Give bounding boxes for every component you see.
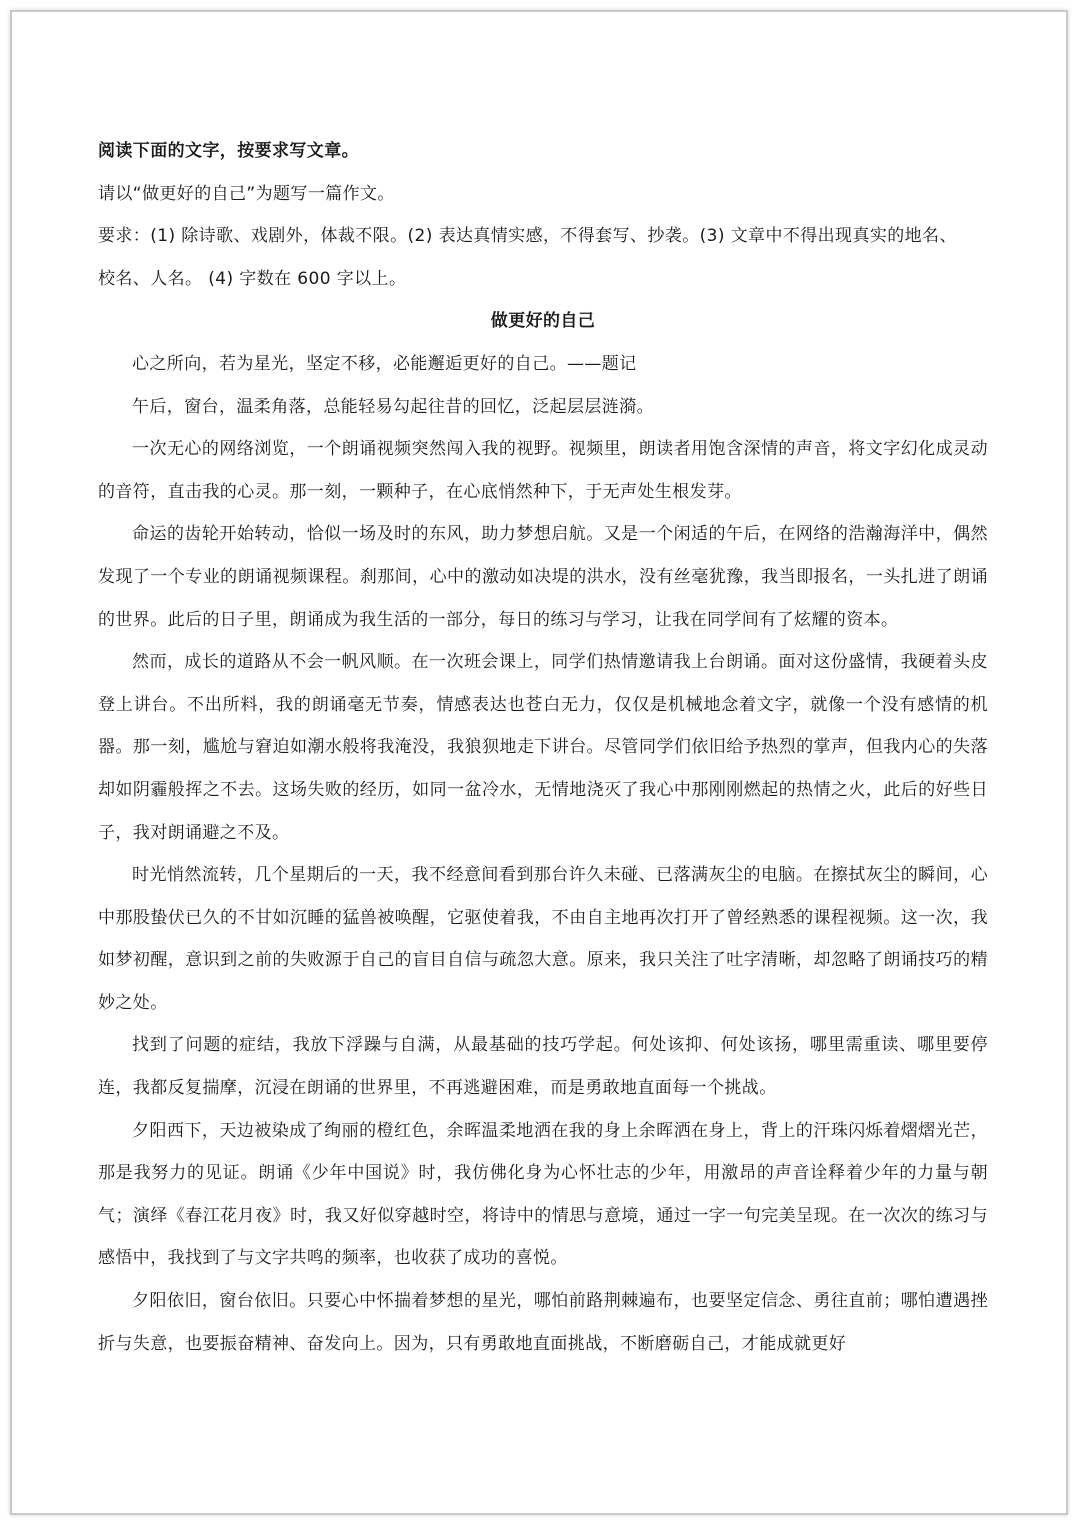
essay-paragraph-7: 夕阳西下，天边被染成了绚丽的橙红色，余晖温柔地洒在我的身上余晖洒在身上，背上的汗珠闪烁着熠熠光芒，那是我努力的见证。朗诵《少年中国说》时，我仿佛化身为心怀壮志的少年，用激昂的声音诠释着少年的力量与朝气；演绎《春江花月夜》时，我又好似穿越时空，将诗中的情思与意境，通过一字一句完美呈现。在一次次的练习与感悟中，我找到了与文字共鸣的频率，也收获了成功的喜悦。 <box>98 1120 988 1269</box>
essay-paragraph-8: 夕阳依旧，窗台依旧。只要心中怀揣着梦想的星光，哪怕前路荆棘遍布，也要坚定信念、勇往直前；哪怕遭遇挫折与失意，也要振奋精神、奋发向上。因为，只有勇敢地直面挑战，不断磨砺自己，才能成就更好 <box>98 1291 988 1354</box>
instruction-heading: 阅读下面的文字，按要求写文章。 <box>98 141 359 161</box>
essay-paragraph-6: 找到了问题的症结，我放下浮躁与自满，从最基础的技巧学起。何处该抑、何处该扬，哪里需重读、哪里要停连，我都反复揣摩，沉浸在朗诵的世界里，不再逃避困难，而是勇敢地直面每一个挑战。 <box>98 1035 988 1099</box>
essay-paragraph-4: 然而，成长的道路从不会一帆风顺。在一次班会课上，同学们热情邀请我上台朗诵。面对这份盛情，我硬着头皮登上讲台。不出所料，我的朗诵毫无节奏，情感表达也苍白无力，仅仅是机械地念着文字，就像一个没有感情的机器。那一刻，尴尬与窘迫如潮水般将我淹没，我狼狈地走下讲台。尽管同学们依旧给予热烈的掌声，但我内心的失落却如阴霾般挥之不去。这场失败的经历，如同一盆冷水，无情地浇灭了我心中那刚刚燃起的热情之火，此后的好些日子，我对朗诵避之不及。 <box>98 652 988 843</box>
essay-title: 做更好的自己 <box>490 311 596 332</box>
essay-paragraph-1: 午后，窗台，温柔角落，总能轻易勾起往昔的回忆，泛起层层涟漪。 <box>132 396 654 417</box>
essay-paragraph-5: 时光悄然流转，几个星期后的一天，我不经意间看到那台许久未碰、已落满灰尘的电脑。在擦拭灰尘的瞬间，心中那股蛰伏已久的不甘如沉睡的猛兽被唤醒，它驱使着我，不由自主地再次打开了曾经熟悉的课程视频。这一次，我如梦初醒，意识到之前的失败源于自己的盲目自信与疏忽大意。原来，我只关注了吐字清晰，却忽略了朗诵技巧的精妙之处。 <box>98 865 988 1013</box>
instruction-requirements-line-2: 校名、人名。 (4) 字数在 600 字以上。 <box>98 268 407 289</box>
essay-epigraph: 心之所向，若为星光，坚定不移，必能邂逅更好的自己。——题记 <box>132 353 637 374</box>
essay-paragraph-3: 命运的齿轮开始转动，恰似一场及时的东风，助力梦想启航。又是一个闲适的午后，在网络的浩瀚海洋中，偶然发现了一个专业的朗诵视频课程。刹那间，心中的激动如决堤的洪水，没有丝毫犹豫，我当即报名，一头扎进了朗诵的世界。此后的日子里，朗诵成为我生活的一部分，每日的练习与学习，让我在同学间有了炫耀的资本。 <box>98 524 988 630</box>
instruction-prompt: 请以“做更好的自己”为题写一篇作文。 <box>98 183 395 204</box>
instruction-requirements-line-1: 要求：(1) 除诗歌、戏剧外，体裁不限。(2) 表达真情实感，不得套写、抄袭。(3) 文章中不得出现真实的地名、 <box>98 226 957 247</box>
essay-paragraph-2: 一次无心的网络浏览，一个朗诵视频突然闯入我的视野。视频里，朗读者用饱含深情的声音，将文字幻化成灵动的音符，直击我的心灵。那一刻，一颗种子，在心底悄然种下，于无声处生根发芽。 <box>98 439 988 502</box>
document-body <box>98 130 988 1365</box>
